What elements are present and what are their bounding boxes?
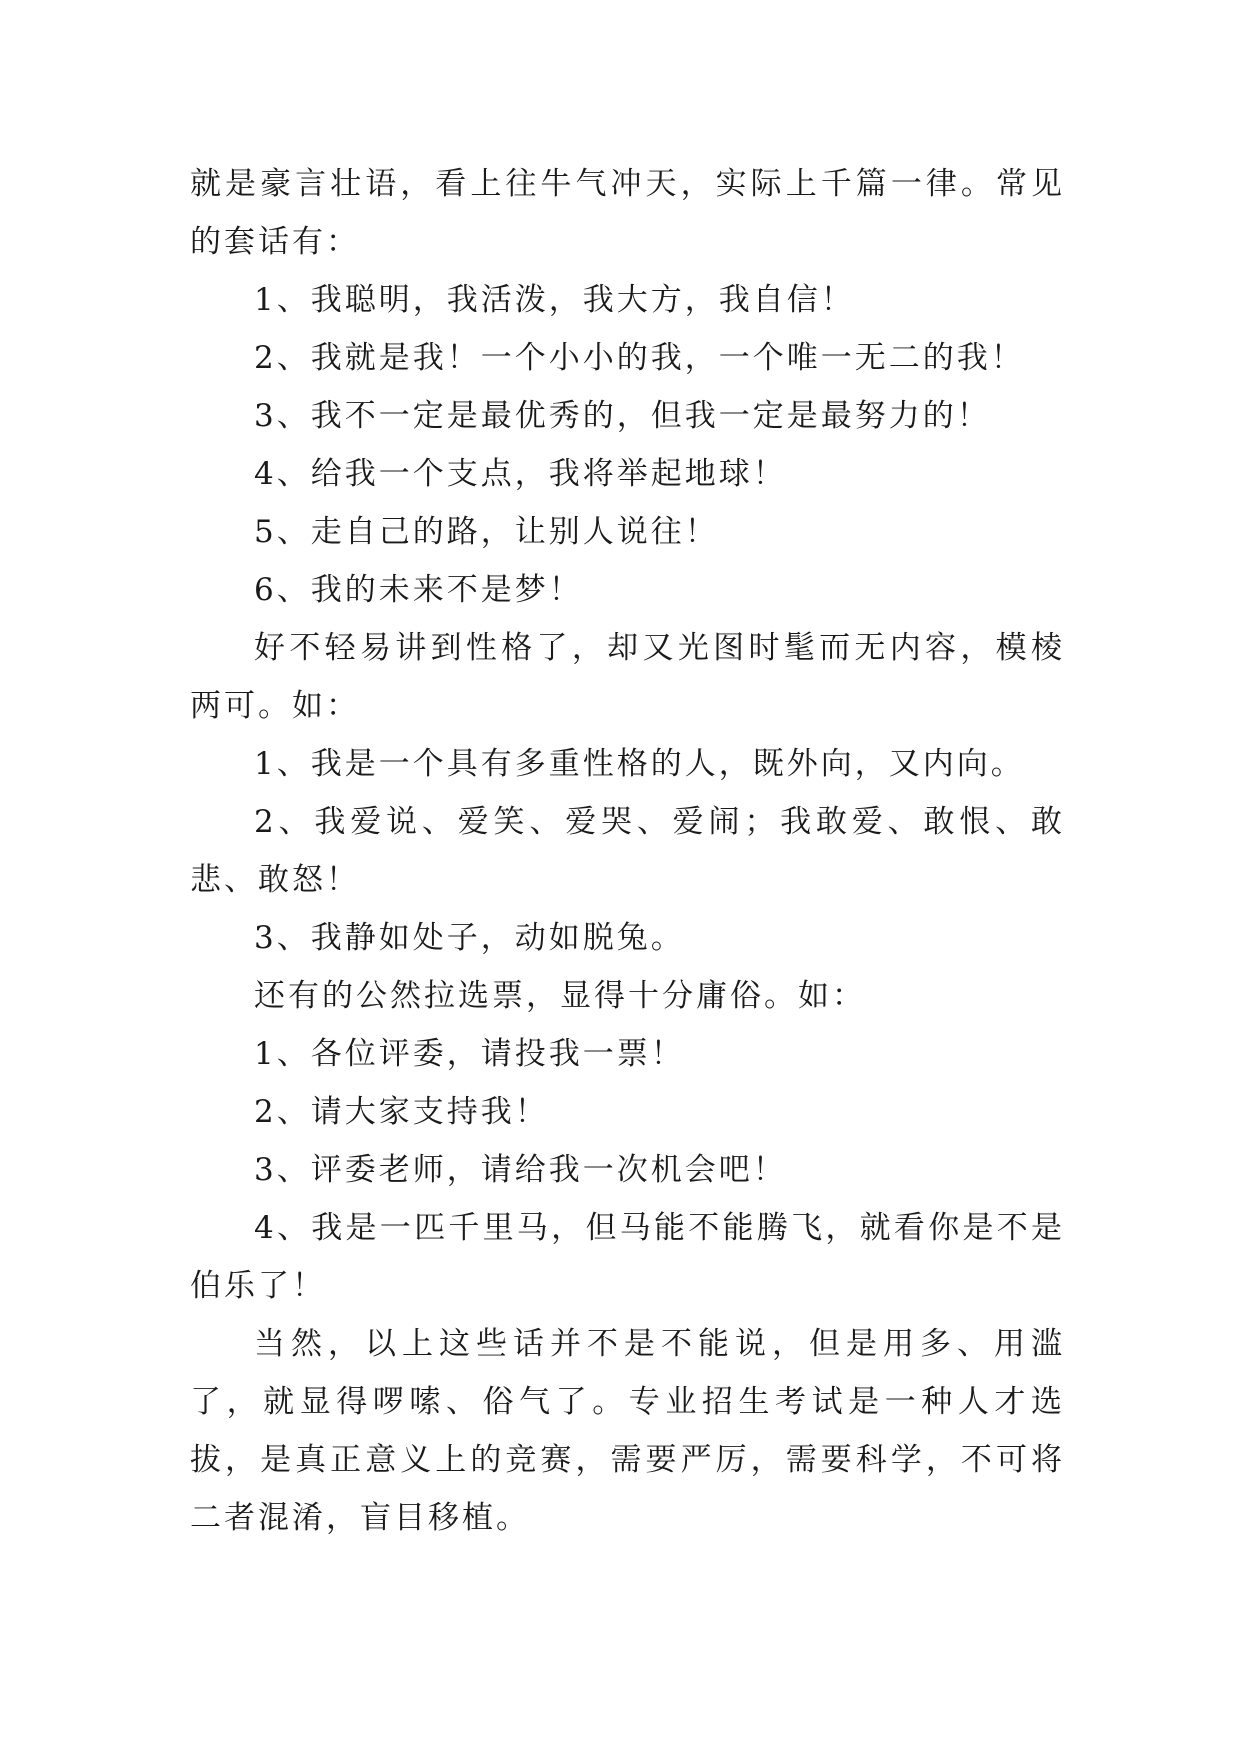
paragraph-body: 好不轻易讲到性格了，却又光图时髦而无内容，模棱两可。如： [190,630,1065,724]
paragraph-conclusion: 当然，以上这些话并不是不能说，但是用多、用滥了，就显得啰嗦、俗气了。专业招生考试是一种人才选拔，是真正意义上的竞赛，需要严厉，需要科学，不可将二者混淆，盲目移植。 [190,1326,1065,1536]
paragraph-list-item: 3、我静如处子，动如脱兔。 [254,920,685,956]
paragraph-list-item: 4、我是一匹千里马，但马能不能腾飞，就看你是不是伯乐了！ [190,1210,1065,1304]
paragraph-list-item: 1、我聪明，我活泼，我大方，我自信！ [254,282,855,318]
paragraph-list-item: 4、给我一个支点，我将举起地球！ [254,456,787,492]
paragraph-list-item: 2、我爱说、爱笑、爱哭、爱闹；我敢爱、敢恨、敢悲、敢怒！ [190,804,1065,898]
document-body [190,155,1065,1547]
paragraph-list-item: 1、我是一个具有多重性格的人，既外向，又内向。 [254,746,1025,782]
paragraph-list-item: 1、各位评委，请投我一票！ [254,1036,685,1072]
paragraph-intro: 就是豪言壮语，看上往牛气冲天，实际上千篇一律。常见的套话有： [190,166,1065,260]
paragraph-list-item: 5、走自己的路，让别人说往！ [254,514,719,550]
paragraph-list-item: 2、请大家支持我！ [254,1094,549,1130]
paragraph-list-item: 3、我不一定是最优秀的，但我一定是最努力的！ [254,398,991,434]
paragraph-list-item: 6、我的未来不是梦！ [254,572,583,608]
paragraph-list-item: 2、我就是我！一个小小的我，一个唯一无二的我！ [254,340,1025,376]
paragraph-body: 还有的公然拉选票，显得十分庸俗。如： [254,978,866,1014]
paragraph-list-item: 3、评委老师，请给我一次机会吧！ [254,1152,787,1188]
